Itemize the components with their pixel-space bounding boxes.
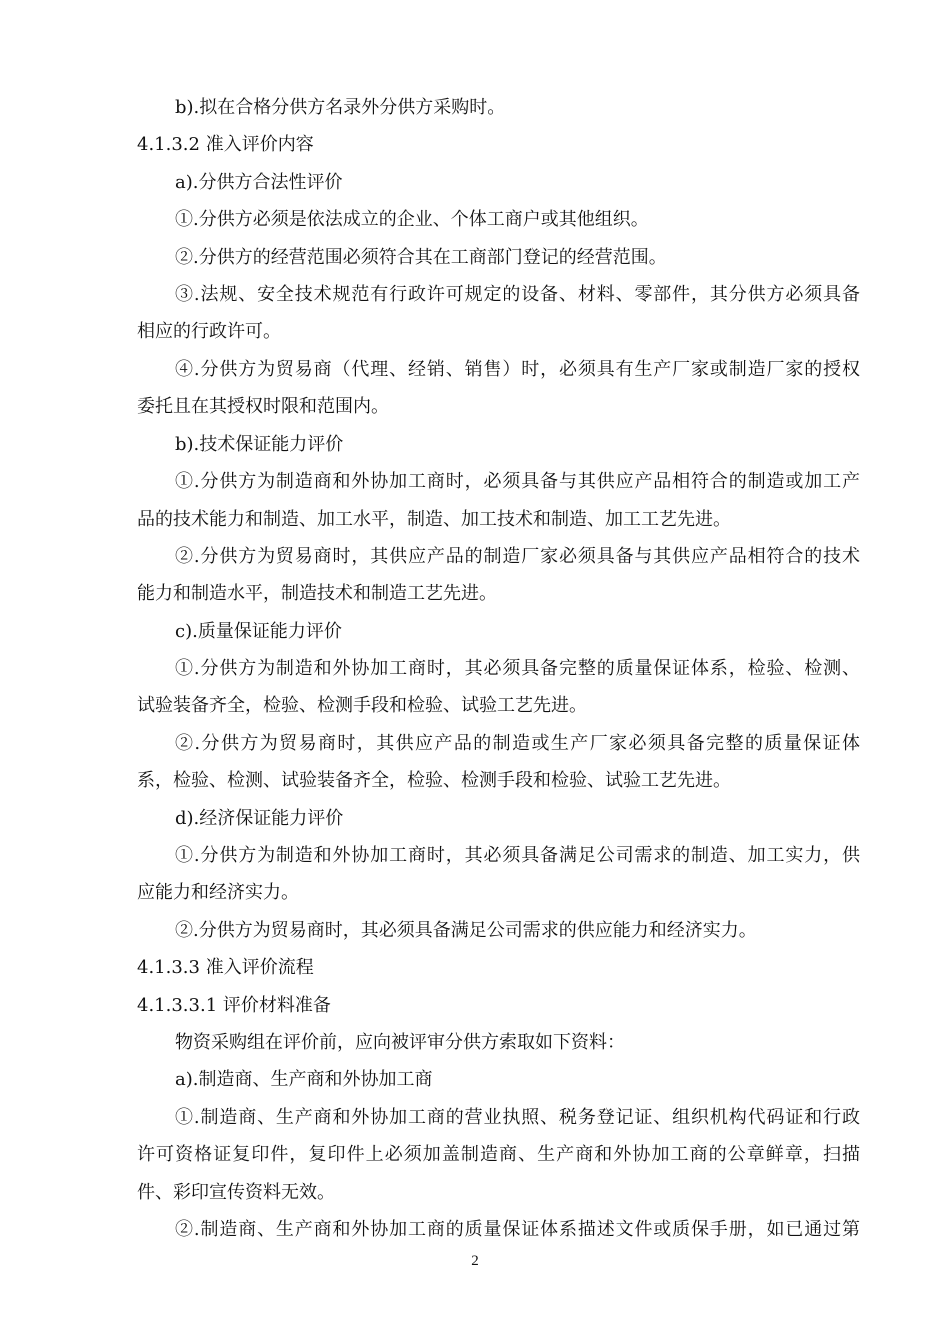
paragraph-line: ②.分供方为贸易商时，其供应产品的制造厂家必须具备与其供应产品相符合的技术 xyxy=(175,546,860,567)
paragraph-line: 许可资格证复印件，复印件上必须加盖制造商、生产商和外协加工商的公章鲜章，扫描 xyxy=(137,1144,860,1165)
section-heading: 4.1.3.3 准入评价流程 xyxy=(137,957,314,978)
paragraph-line: 能力和制造水平，制造技术和制造工艺先进。 xyxy=(137,583,497,604)
paragraph-line: ①.分供方必须是依法成立的企业、个体工商户或其他组织。 xyxy=(175,209,649,230)
paragraph-line: ①.分供方为制造和外协加工商时，其必须具备完整的质量保证体系，检验、检测、 xyxy=(175,658,860,679)
paragraph-line: ②.分供方为贸易商时，其必须具备满足公司需求的供应能力和经济实力。 xyxy=(175,920,757,941)
subsection-heading: b).技术保证能力评价 xyxy=(175,434,344,455)
paragraph-line: 件、彩印宣传资料无效。 xyxy=(137,1182,335,1203)
paragraph-line: ③.法规、安全技术规范有行政许可规定的设备、材料、零部件，其分供方必须具备 xyxy=(175,284,860,305)
paragraph-line: ①.制造商、生产商和外协加工商的营业执照、税务登记证、组织机构代码证和行政 xyxy=(175,1107,860,1128)
paragraph-line: ②.分供方为贸易商时，其供应产品的制造或生产厂家必须具备完整的质量保证体 xyxy=(175,733,860,754)
paragraph-line: ②.制造商、生产商和外协加工商的质量保证体系描述文件或质保手册，如已通过第 xyxy=(175,1219,860,1240)
subsection-heading: a).分供方合法性评价 xyxy=(175,172,343,193)
page-number: 2 xyxy=(471,1253,479,1269)
paragraph-line: 品的技术能力和制造、加工水平，制造、加工技术和制造、加工工艺先进。 xyxy=(137,509,731,530)
paragraph-line: 应能力和经济实力。 xyxy=(137,882,299,903)
paragraph-line: ①.分供方为制造商和外协加工商时，必须具备与其供应产品相符合的制造或加工产 xyxy=(175,471,860,492)
paragraph-line: 相应的行政许可。 xyxy=(137,321,281,342)
subsection-heading: c).质量保证能力评价 xyxy=(175,621,342,642)
subsection-heading: a).制造商、生产商和外协加工商 xyxy=(175,1069,433,1090)
section-heading: 4.1.3.3.1 评价材料准备 xyxy=(137,995,331,1016)
paragraph-line: 系，检验、检测、试验装备齐全，检验、检测手段和检验、试验工艺先进。 xyxy=(137,770,731,791)
subsection-heading: d).经济保证能力评价 xyxy=(175,808,344,829)
paragraph-line: ④.分供方为贸易商（代理、经销、销售）时，必须具有生产厂家或制造厂家的授权 xyxy=(175,359,860,380)
paragraph-line: 委托且在其授权时限和范围内。 xyxy=(137,396,389,417)
paragraph-line: ①.分供方为制造和外协加工商时，其必须具备满足公司需求的制造、加工实力，供 xyxy=(175,845,860,866)
paragraph-line: 物资采购组在评价前，应向被评审分供方索取如下资料： xyxy=(175,1032,625,1053)
paragraph-line: ②.分供方的经营范围必须符合其在工商部门登记的经营范围。 xyxy=(175,247,667,268)
paragraph-line: 试验装备齐全，检验、检测手段和检验、试验工艺先进。 xyxy=(137,695,587,716)
paragraph-line: b).拟在合格分供方名录外分供方采购时。 xyxy=(175,97,506,118)
section-heading: 4.1.3.2 准入评价内容 xyxy=(137,134,314,155)
